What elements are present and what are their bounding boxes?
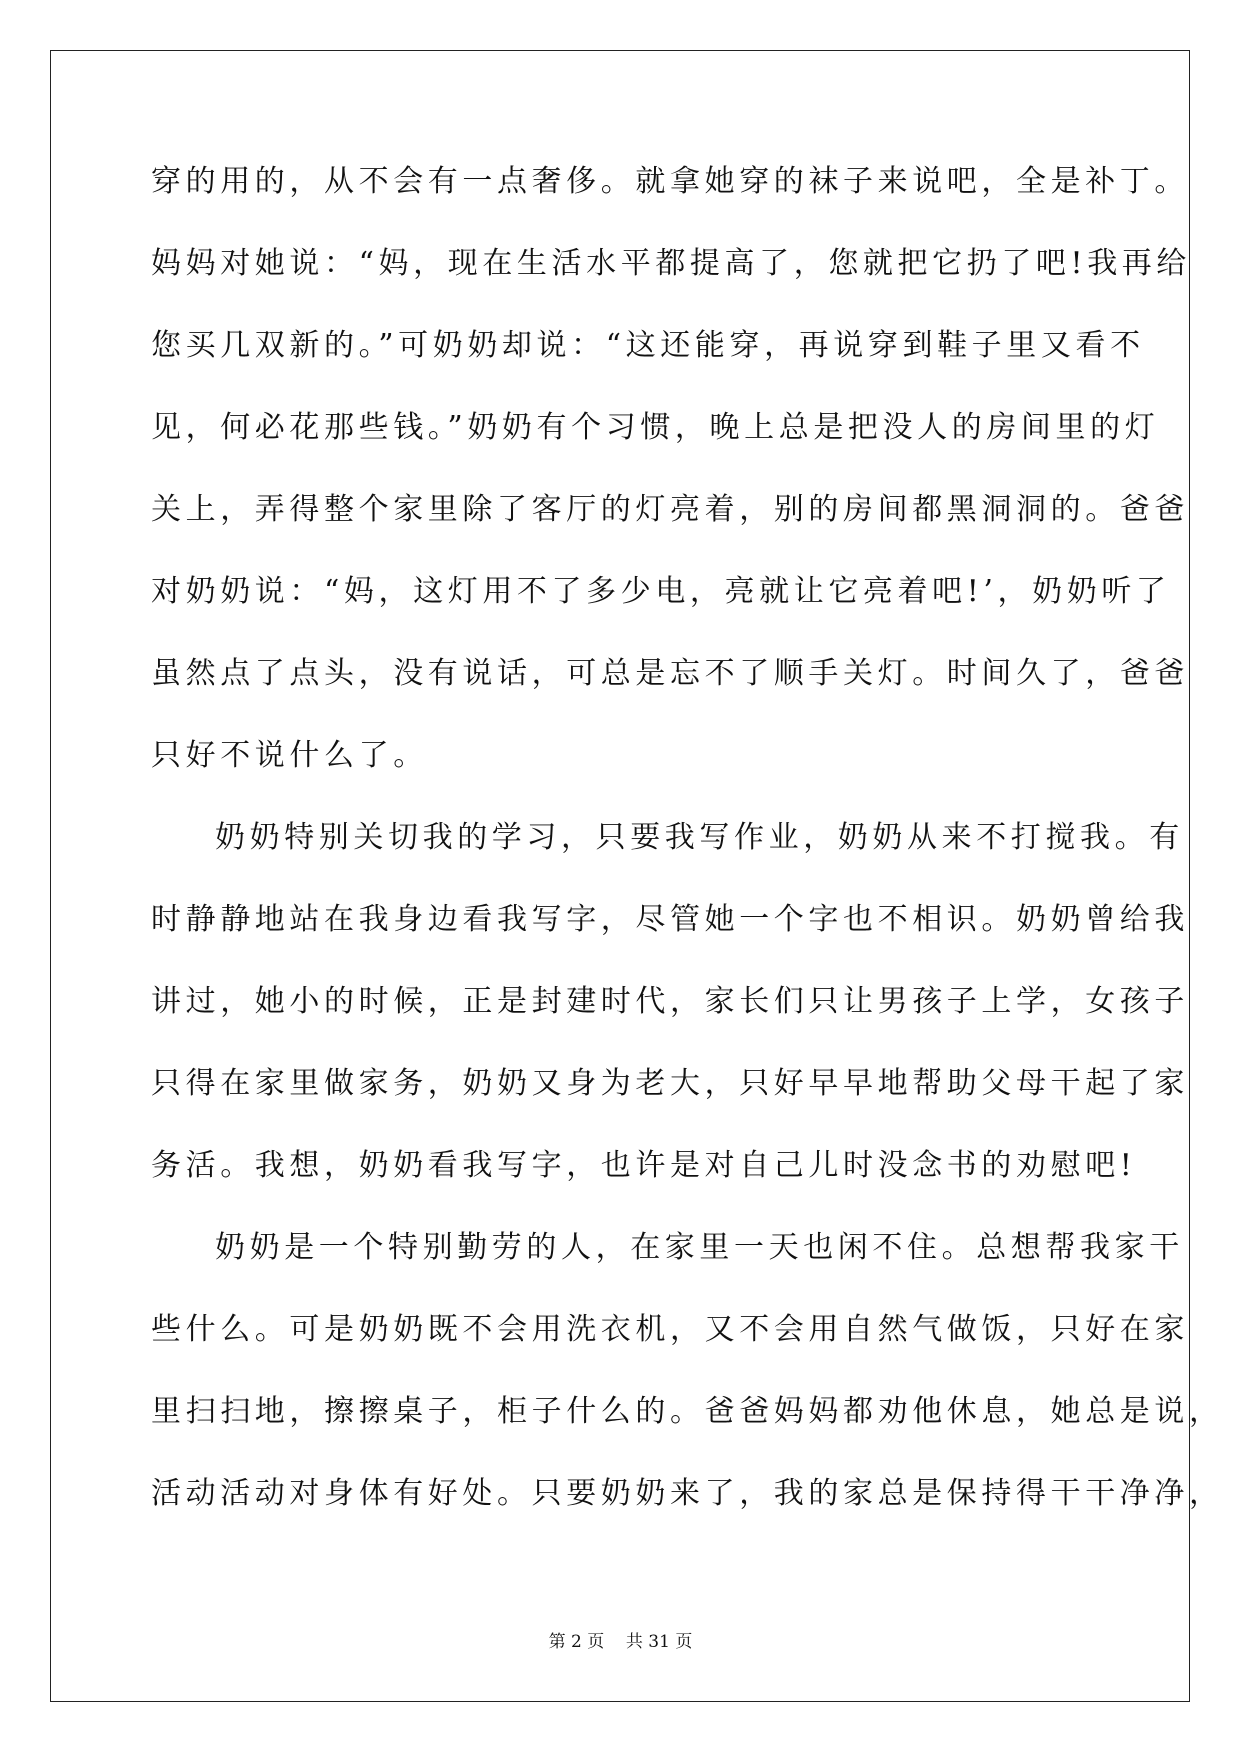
text-line: 只得在家里做家务，奶奶又身为老大，只好早早地帮助父母干起了家 (151, 1066, 1189, 1101)
text-line: 活动活动对身体有好处。只要奶奶来了，我的家总是保持得干干净净， (151, 1476, 1224, 1511)
paragraph-first-line: 奶奶特别关切我的学习，只要我写作业，奶奶从来不打搅我。有 (215, 820, 1184, 855)
text-line: 里扫扫地，擦擦桌子，柜子什么的。爸爸妈妈都劝他休息，她总是说， (151, 1394, 1224, 1429)
text-line: 只好不说什么了。 (151, 738, 428, 773)
text-line: 务活。我想，奶奶看我写字，也许是对自己儿时没念书的劝慰吧! (151, 1148, 1137, 1183)
text-line: 穿的用的，从不会有一点奢侈。就拿她穿的袜子来说吧，全是补丁。 (151, 164, 1189, 199)
document-body (151, 158, 1224, 1552)
page-number-label: 第 2 页 共 31 页 (548, 1632, 693, 1652)
text-line: 虽然点了点头，没有说话，可总是忘不了顺手关灯。时间久了，爸爸 (151, 656, 1189, 691)
text-line: 您买几双新的。”可奶奶却说：“这还能穿，再说穿到鞋子里又看不 (151, 328, 1145, 363)
paragraph-first-line: 奶奶是一个特别勤劳的人，在家里一天也闲不住。总想帮我家干 (215, 1230, 1184, 1265)
text-line: 关上，弄得整个家里除了客厅的灯亮着，别的房间都黑洞洞的。爸爸 (151, 492, 1189, 527)
text-line: 见，何必花那些钱。”奶奶有个习惯，晚上总是把没人的房间里的灯 (151, 410, 1160, 445)
text-line: 些什么。可是奶奶既不会用洗衣机，又不会用自然气做饭，只好在家 (151, 1312, 1189, 1347)
text-line: 时静静地站在我身边看我写字，尽管她一个字也不相识。奶奶曾给我 (151, 902, 1189, 937)
text-line: 讲过，她小的时候，正是封建时代，家长们只让男孩子上学，女孩子 (151, 984, 1189, 1019)
text-line: 对奶奶说：“妈，这灯用不了多少电，亮就让它亮着吧!’，奶奶听了 (151, 574, 1171, 609)
text-line: 妈妈对她说：“妈，现在生活水平都提高了，您就把它扔了吧!我再给 (151, 246, 1191, 281)
page-footer (0, 1630, 1241, 1654)
